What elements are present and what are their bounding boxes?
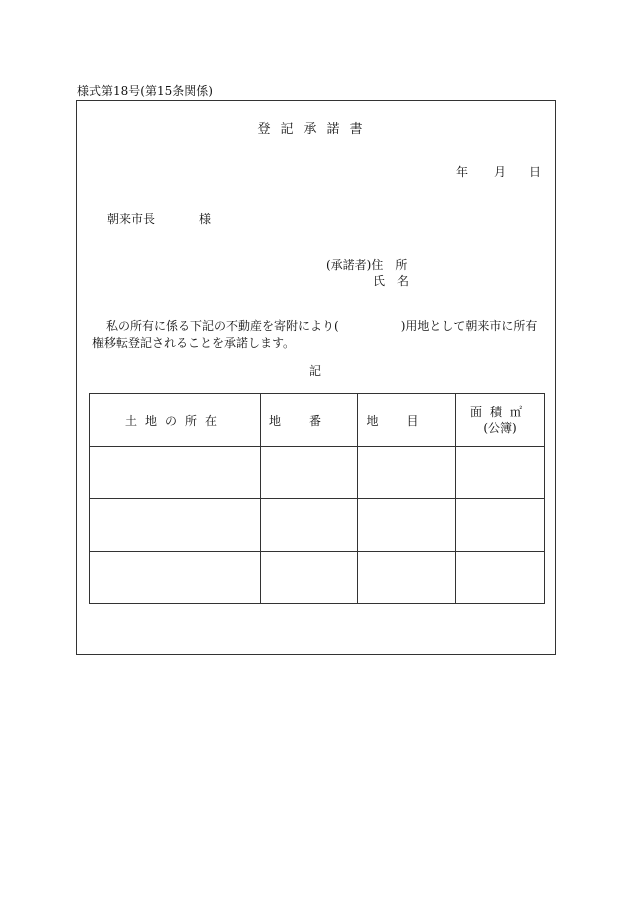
- addressee-name: 朝来市長: [107, 212, 156, 226]
- form-number: 様式第18号(第15条関係): [77, 84, 213, 98]
- table-row: [90, 551, 545, 603]
- header-lot-number: 地番: [261, 394, 358, 447]
- table-row: [90, 499, 545, 551]
- header-location: 土地の所在: [90, 394, 261, 447]
- cell-area: [456, 499, 545, 551]
- cell-area: [456, 447, 545, 499]
- ki-heading: 記: [308, 364, 321, 378]
- addressee-honorific: 様: [199, 212, 212, 226]
- date-day-label: 日: [529, 165, 542, 179]
- table-row: [90, 447, 545, 499]
- cell-location: [90, 447, 261, 499]
- land-table-header-row: [90, 394, 545, 447]
- cell-location: [90, 499, 261, 551]
- cell-land-category: [358, 447, 456, 499]
- cell-location: [90, 551, 261, 603]
- cell-lot-number: [261, 447, 358, 499]
- cell-lot-number: [261, 499, 358, 551]
- header-area: 面積㎡ (公簿): [456, 394, 545, 447]
- cell-lot-number: [261, 551, 358, 603]
- approver-address-label: (承諾者)住 所: [326, 258, 408, 272]
- consent-statement: [92, 318, 548, 352]
- cell-area: [456, 551, 545, 603]
- header-land-category: 地目: [358, 394, 456, 447]
- approver-name-label: 氏 名: [373, 274, 410, 288]
- cell-land-category: [358, 551, 456, 603]
- date-month-label: 月: [494, 165, 507, 179]
- document-title: 登記承諾書: [257, 122, 373, 137]
- consent-text-before: 私の所有に係る下記の不動産を寄附により(: [106, 319, 339, 333]
- date-year-label: 年: [456, 165, 469, 179]
- land-table: [89, 393, 545, 604]
- consent-text-after: )用地として朝来市に所有権移転登記されることを承諾します。: [92, 319, 538, 350]
- cell-land-category: [358, 499, 456, 551]
